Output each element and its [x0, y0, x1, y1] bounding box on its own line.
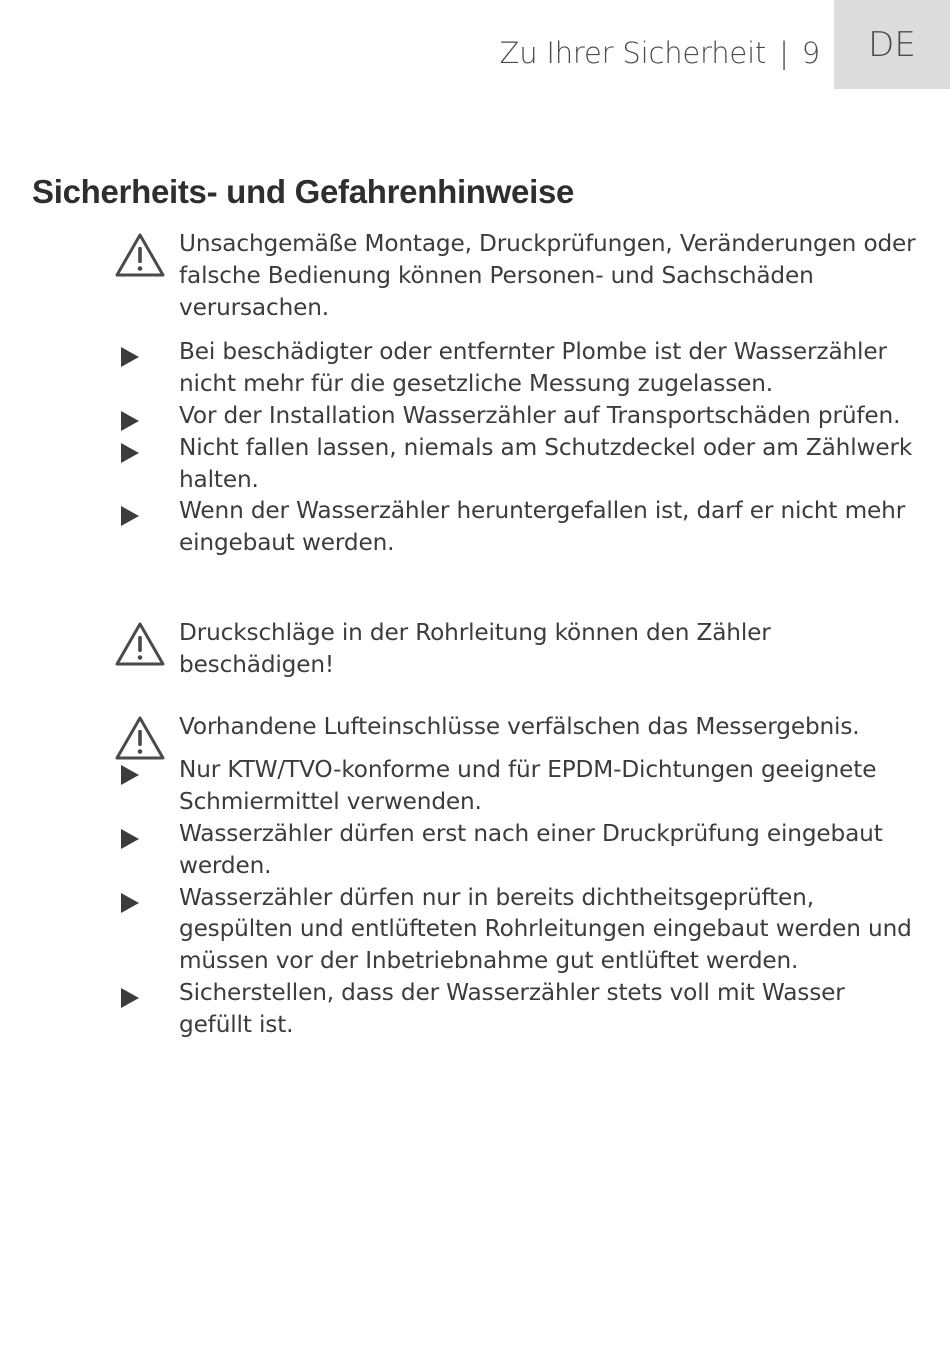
bullet-text: Sicherstellen, dass der Wasserzähler stets voll mit Wasser gefüllt ist. — [179, 978, 845, 1038]
warning-triangle-icon — [114, 232, 166, 278]
bullet-text: Nicht fallen lassen, niemals am Schutzdeckel oder am Zählwerk halten. — [179, 433, 913, 493]
header-separator: | — [779, 36, 789, 70]
bullet-item — [112, 336, 922, 400]
bullet-item — [112, 977, 922, 1041]
header-section-title: Zu Ihrer Sicherheit — [499, 36, 767, 70]
bullet-arrow-icon — [120, 505, 140, 527]
safety-notes — [112, 228, 922, 1041]
warning-triangle-icon — [114, 621, 166, 667]
bullet-item — [112, 432, 922, 496]
warning-text: Druckschläge in der Rohrleitung können den Zähler beschädigen! — [179, 618, 771, 678]
bullet-item — [112, 754, 922, 818]
bullet-text: Vor der Installation Wasserzähler auf Transportschäden prüfen. — [179, 401, 901, 429]
bullet-text: Wasserzähler dürfen nur in bereits dichtheitsgeprüften, gespülten und entlüfteten Rohrleitungen eingebaut werden und müssen vor der Inbetriebnahme gut entlüftet werden. — [179, 883, 912, 975]
warning-note — [112, 711, 922, 743]
bullet-item — [112, 400, 922, 432]
bullet-item — [112, 495, 922, 559]
bullet-text: Wasserzähler dürfen erst nach einer Druckprüfung eingebaut werden. — [179, 819, 883, 879]
warning-note — [112, 617, 922, 681]
language-code: DE — [868, 24, 916, 65]
bullet-arrow-icon — [120, 410, 140, 432]
bullet-arrow-icon — [120, 764, 140, 786]
bullet-text: Nur KTW/TVO-konforme und für EPDM-Dichtungen geeignete Schmiermittel verwenden. — [179, 756, 877, 816]
language-tab — [834, 0, 950, 89]
bullet-text: Wenn der Wasserzähler heruntergefallen ist, darf er nicht mehr eingebaut werden. — [179, 497, 906, 557]
warning-text: Vorhandene Lufteinschlüsse verfälschen das Messergebnis. — [179, 712, 860, 740]
bullet-arrow-icon — [120, 442, 140, 464]
bullet-arrow-icon — [120, 892, 140, 914]
bullet-arrow-icon — [120, 987, 140, 1009]
bullet-text: Bei beschädigter oder entfernter Plombe ist der Wasserzähler nicht mehr für die gesetzliche Messung zugelassen. — [179, 338, 887, 398]
warning-note — [112, 228, 922, 323]
bullet-arrow-icon — [120, 828, 140, 850]
page-number: 9 — [801, 36, 820, 70]
warning-text: Unsachgemäße Montage, Druckprüfungen, Veränderungen oder falsche Bedienung können Personen- und Sachschäden verursachen. — [179, 230, 916, 321]
bullet-item — [112, 818, 922, 882]
running-header — [500, 36, 820, 70]
bullet-item — [112, 882, 922, 977]
bullet-arrow-icon — [120, 346, 140, 368]
section-title: Sicherheits- und Gefahrenhinweise — [32, 173, 575, 210]
